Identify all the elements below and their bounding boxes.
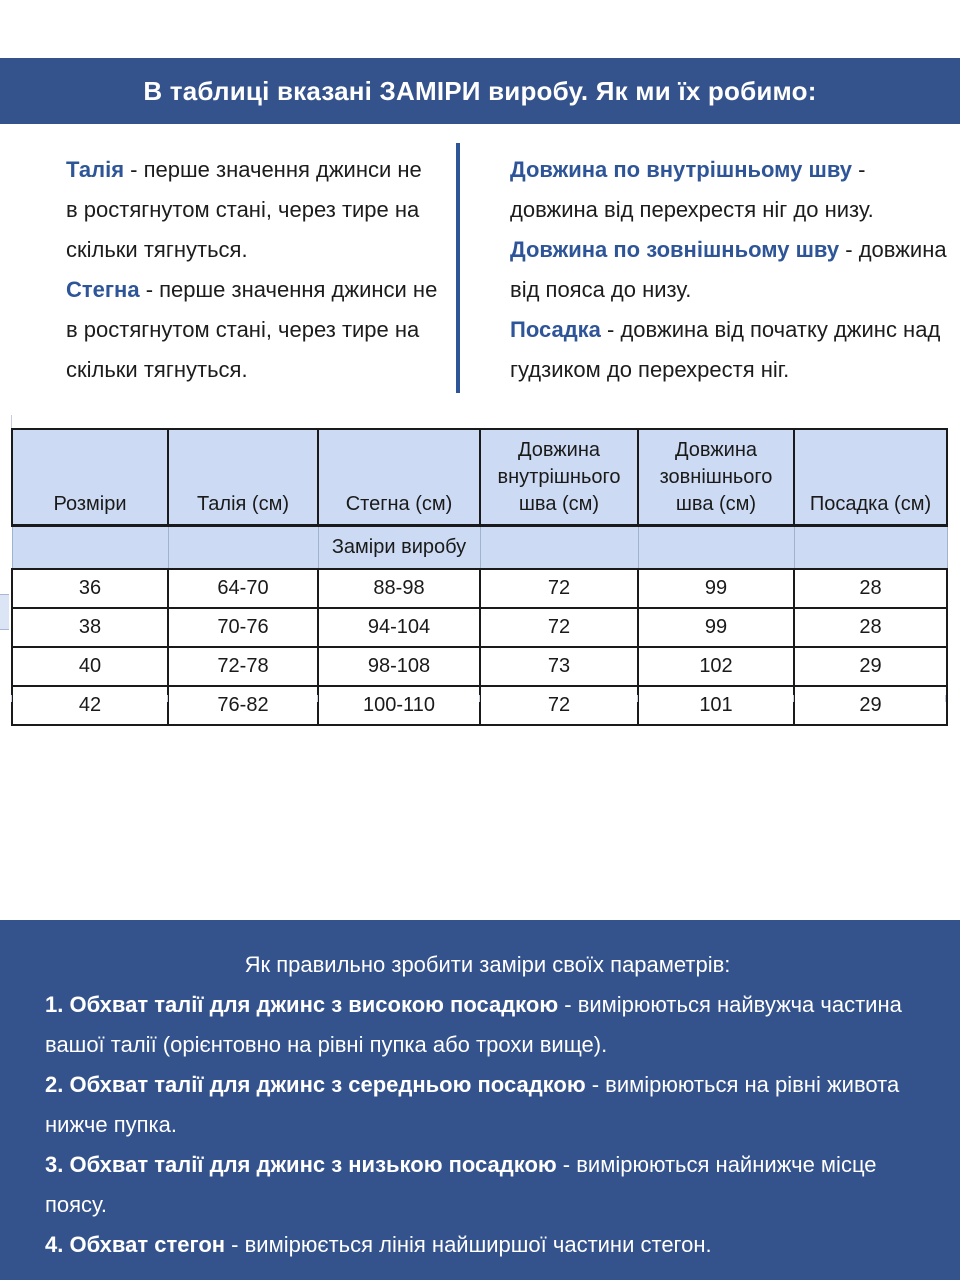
cell-waist: 64-70 [168, 569, 318, 608]
cell-rise: 29 [794, 686, 947, 725]
cell-size: 40 [12, 647, 168, 686]
table-row [12, 647, 947, 686]
gridline-tick [479, 695, 480, 702]
column-header-hips: Стегна (см) [318, 429, 480, 526]
cell-inseam: 72 [480, 569, 638, 608]
gridline-tick [167, 695, 168, 702]
cell-hips: 88-98 [318, 569, 480, 608]
gridline-tick [317, 695, 318, 702]
table-row [12, 686, 947, 725]
cell-size: 42 [12, 686, 168, 725]
instruction-lead: 4. Обхват стегон [45, 1232, 226, 1257]
banner-cell-empty [168, 526, 318, 570]
cell-inseam: 72 [480, 686, 638, 725]
banner-cell-empty [12, 526, 168, 570]
gridline-tick [793, 695, 794, 702]
gridline-tick [11, 415, 12, 428]
table-banner-row [12, 526, 947, 570]
cell-size: 36 [12, 569, 168, 608]
definition-term: Довжина по зовнішньому шву [510, 237, 840, 262]
column-header-sizes: Розміри [12, 429, 168, 526]
definitions-left-column [66, 150, 438, 390]
column-divider-rule [456, 143, 460, 393]
instruction-text: - вимірюються найвужча частина вашої талії (орієнтовно на рівні пупка або трохи вище). [45, 992, 902, 1057]
instruction-lead: 2. Обхват талії для джинс з середньою посадкою [45, 1072, 586, 1097]
definition-term: Посадка [510, 317, 601, 342]
instruction-item [45, 985, 930, 1065]
instruction-lead: 3. Обхват талії для джинс з низькою посадкою [45, 1152, 557, 1177]
definition-term: Стегна [66, 277, 140, 302]
cell-waist: 70-76 [168, 608, 318, 647]
cell-rise: 29 [794, 647, 947, 686]
cell-rise: 28 [794, 569, 947, 608]
spreadsheet-edge-artifact [0, 594, 9, 630]
cell-outseam: 101 [638, 686, 794, 725]
gridline-tick [945, 695, 946, 702]
top-title-bar [0, 58, 960, 124]
instruction-text: - вимірюються найнижче місце поясу. [45, 1152, 877, 1217]
definitions-right-column [510, 150, 950, 390]
instructions-heading: Як правильно зробити заміри своїх параметрів: [244, 952, 731, 977]
definition-term: Довжина по внутрішньому шву [510, 157, 853, 182]
cell-hips: 98-108 [318, 647, 480, 686]
gridline-tick [11, 695, 12, 702]
cell-rise: 28 [794, 608, 947, 647]
table-header-row [12, 429, 947, 526]
definition-text: - довжина від пояса до низу. [510, 237, 947, 302]
cell-waist: 72-78 [168, 647, 318, 686]
cell-inseam: 72 [480, 608, 638, 647]
definition-text: - довжина від перехрестя ніг до низу. [510, 157, 874, 222]
cell-hips: 100-110 [318, 686, 480, 725]
instruction-item [45, 1225, 930, 1265]
cell-outseam: 102 [638, 647, 794, 686]
size-table [11, 428, 948, 726]
definition-text: - довжина від початку джинс над гудзиком до перехрестя ніг. [510, 317, 941, 382]
instruction-text: - вимірюються на рівні живота нижче пупка. [45, 1072, 900, 1137]
banner-cell-empty [794, 526, 947, 570]
table-row [12, 608, 947, 647]
gridline-tick [637, 695, 638, 702]
definition-text: - перше значення джинси не в ростягнутом стані, через тире на скільки тягнуться. [66, 277, 438, 382]
column-header-outseam: Довжина зовнішнього шва (см) [638, 429, 794, 526]
instruction-item [45, 1145, 930, 1225]
cell-waist: 76-82 [168, 686, 318, 725]
cell-hips: 94-104 [318, 608, 480, 647]
column-header-waist: Талія (см) [168, 429, 318, 526]
definition-term: Талія [66, 157, 125, 182]
banner-cell-empty [480, 526, 638, 570]
page-title: В таблиці вказані ЗАМІРИ виробу. Як ми їх робимо: [143, 75, 817, 106]
definition-text: - перше значення джинси не в ростягнутом стані, через тире на скільки тягнуться. [66, 157, 422, 262]
table-banner-label: Заміри виробу [318, 526, 480, 570]
cell-outseam: 99 [638, 569, 794, 608]
instruction-item [45, 1065, 930, 1145]
table-row [12, 569, 947, 608]
instructions-section [0, 920, 960, 1280]
cell-size: 38 [12, 608, 168, 647]
banner-cell-empty [638, 526, 794, 570]
cell-inseam: 73 [480, 647, 638, 686]
instruction-lead: 1. Обхват талії для джинс з високою посадкою [45, 992, 559, 1017]
column-header-inseam: Довжина внутрішнього шва (см) [480, 429, 638, 526]
instruction-text: - вимірюється лінія найширшої частини стегон. [225, 1232, 712, 1257]
cell-outseam: 99 [638, 608, 794, 647]
column-header-rise: Посадка (см) [794, 429, 947, 526]
